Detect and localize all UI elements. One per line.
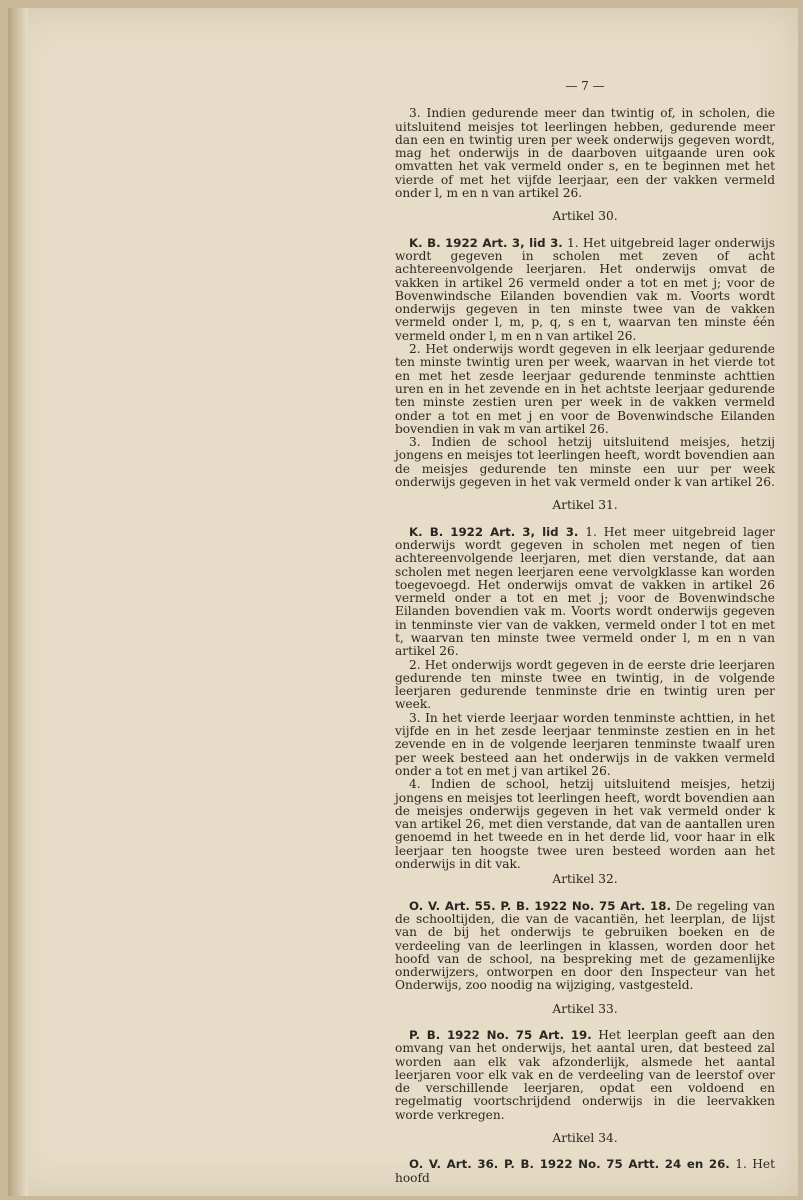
art31-p1-text: 1. Het meer uitgebreid lager onderwijs wordt gegeven in scholen met negen of tien achtereenvolgende leerjaren, met dien verstande, dat aan scholen met negen leerjaren eene vervolgklasse kan worden toegevoegd. Het onderwijs omvat de vakken in artikel 26 vermeld onder a tot en met j; voor de Bovenwindsche Eilanden bovendien vak m. Voorts wordt onderwijs gegeven in tenminste vier van de vakken, vermeld onder l tot en met t, waarvan ten minste twee vermeld onder l, m en n van artikel 26. <box>395 524 776 659</box>
document-page <box>8 8 798 1196</box>
art31-paragraph-4: 4. Indien de school, hetzij uitsluitend meisjes, hetzij jongens en meisjes tot leerlingen heeft, wordt bovendien aan de meisjes onderwijs gegeven in het vak vermeld onder k van artikel 26, met dien verstande, dat van de aantallen uren genoemd in het tweede en in het derde lid, voor haar in elk leerjaar ten hoogste twee uren besteed worden aan het onderwijs in dit vak. <box>395 777 775 872</box>
page-number: — 7 — <box>565 79 605 93</box>
art32-reference: O. V. Art. 55. P. B. 1922 No. 75 Art. 18. <box>409 898 671 913</box>
art30-paragraph-1 <box>395 237 775 343</box>
binding-gutter <box>8 8 28 1196</box>
page-content <box>395 80 775 1185</box>
art32-heading: Artikel 32. <box>552 872 618 887</box>
art31-reference: K. B. 1922 Art. 3, lid 3. <box>409 524 579 539</box>
art30-paragraph-2: 2. Het onderwijs wordt gegeven in elk leerjaar gedurende ten minste twintig uren per week, waarvan in het vierde tot en met het zesde leerjaar gedurende tenminste achttien uren en in het zevende en in het achtste leerjaar gedurende ten minste zestien uren per week in de vakken vermeld onder a tot en met j en voor de Bovenwindsche Eilanden bovendien in vak m van artikel 26. <box>395 342 775 436</box>
art29-paragraph-3: 3. Indien gedurende meer dan twintig of, in scholen, die uitsluitend meisjes tot leerlingen hebben, gedurende meer dan een en twintig uren per week onderwijs gegeven wordt, mag het onderwijs in de daarboven uitgaande uren ook omvatten het vak vermeld onder s, en te beginnen met het vierde of met het vijfde leerjaar, een der vakken vermeld onder l, m en n van artikel 26. <box>395 106 775 201</box>
art32-text: De regeling van de schooltijden, die van de vacantiën, het leerplan, de lijst van de bij het onderwijs te gebruiken boeken en de verdeeling van de leerlingen in klassen, worden door het hoofd van de school, na bespreking met de gezamenlijke onderwijzers, ontworpen en door den Inspecteur van het Onderwijs, zoo noodig na wijziging, vastgesteld. <box>395 898 776 993</box>
art34-reference: O. V. Art. 36. P. B. 1922 No. 75 Artt. 24 en 26. <box>409 1157 730 1172</box>
art30-paragraph-3: 3. Indien de school hetzij uitsluitend meisjes, hetzij jongens en meisjes tot leerlingen heeft, wordt bovendien aan de meisjes gedurende ten minste een uur per week onderwijs gegeven in het vak vermeld onder k van artikel 26. <box>395 435 775 490</box>
art34-paragraph <box>395 1158 775 1185</box>
art34-heading: Artikel 34. <box>552 1131 618 1146</box>
art33-heading: Artikel 33. <box>552 1001 618 1016</box>
art31-heading: Artikel 31. <box>552 498 618 513</box>
art31-paragraph-2: 2. Het onderwijs wordt gegeven in de eerste drie leerjaren gedurende ten minste twee en twintig, in de volgende leerjaren gedurende tenminste drie en twintig uren per week. <box>395 657 775 712</box>
art33-reference: P. B. 1922 No. 75 Art. 19. <box>409 1028 592 1042</box>
art30-p1-text: 1. Het uitgebreid lager onderwijs wordt gegeven in scholen met zeven of acht achtereenvolgende leerjaren. Het onderwijs omvat de vakken in artikel 26 vermeld onder a tot en met j; voor de Bovenwindsche Eilanden bovendien vak m. Voorts wordt onderwijs gegeven in ten minste twee van de vakken vermeld onder l, m, p, q, s en t, waarvan ten minste één vermeld onder l, m en n van artikel 26. <box>395 235 775 343</box>
art33-paragraph <box>395 1029 775 1122</box>
art32-paragraph <box>395 900 775 993</box>
art30-heading: Artikel 30. <box>552 209 618 224</box>
art31-paragraph-1 <box>395 526 775 659</box>
art31-paragraph-3: 3. In het vierde leerjaar worden tenminste achttien, in het vijfde en in het zesde leerjaar tenminste zestien en in het zevende en in de volgende leerjaren tenminste twaalf uren per week besteed aan het onderwijs in de vakken vermeld onder a tot en met j van artikel 26. <box>395 710 775 778</box>
art34-text: 1. Het hoofd <box>395 1157 776 1185</box>
art30-reference: K. B. 1922 Art. 3, lid 3. <box>409 235 563 250</box>
art33-text: Het leerplan geeft aan den omvang van het onderwijs, het aantal uren, dat besteed zal worden aan elk vak afzonderlijk, alsmede het aantal leerjaren voor elk vak en de verdeeling van de leerstof over de verschillende leerjaren, opdat een voldoend en regelmatig voortschrijdend onderwijs in die leervakken worde verkregen. <box>395 1028 775 1122</box>
